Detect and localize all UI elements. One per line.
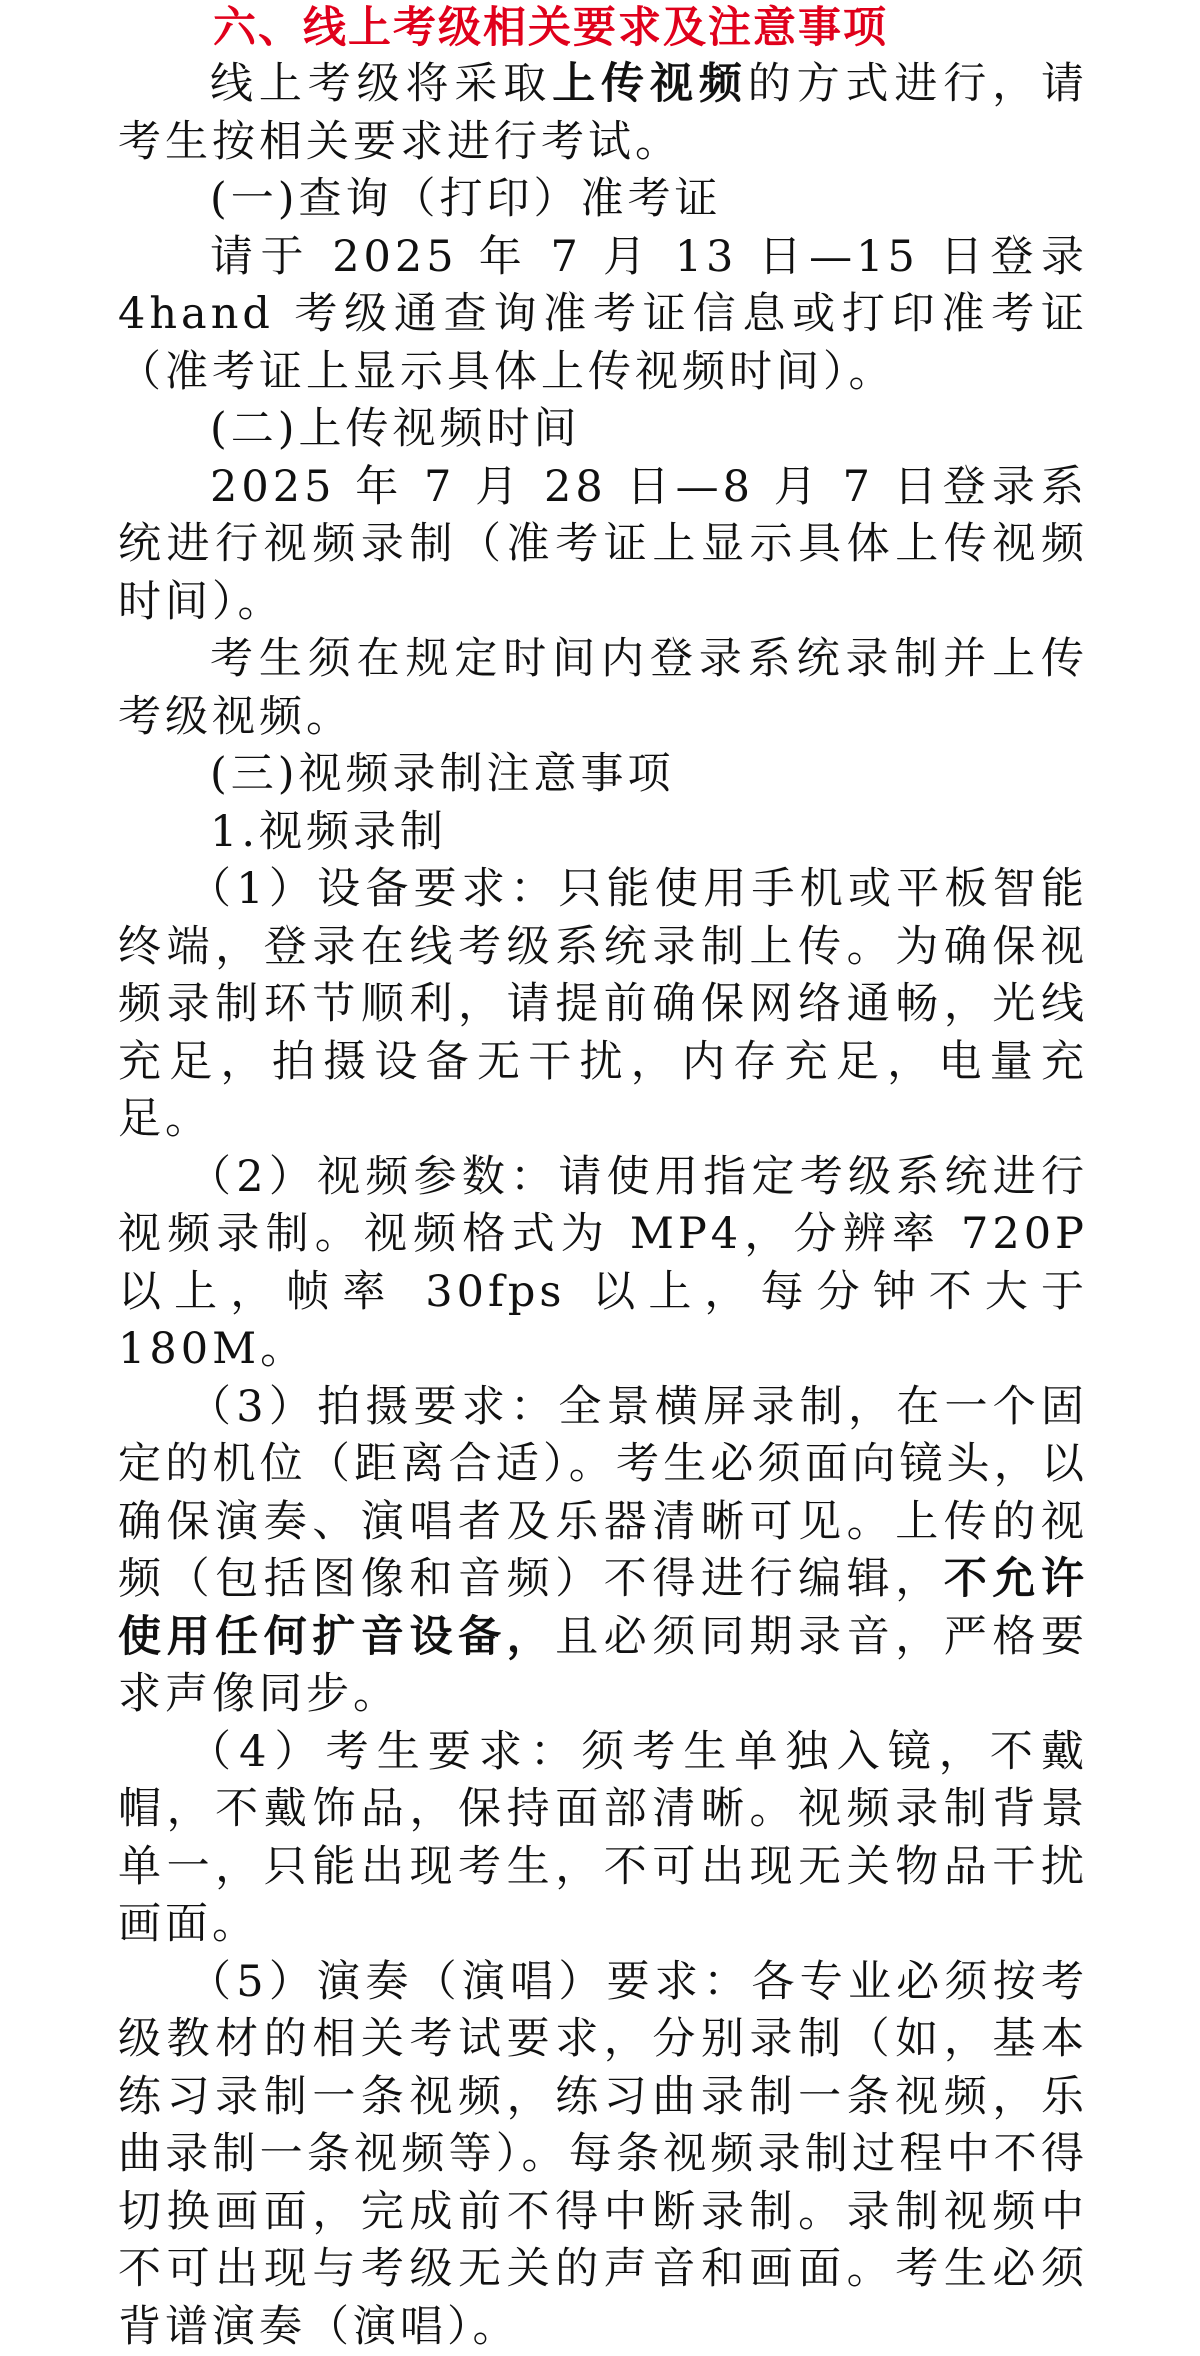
admission-ticket-paragraph: 请于 2025 年 7 月 13 日—15 日登录 4hand 考级通查询准考证信息或打印准考证（准考证上显示具体上传视频时间）。 [118, 229, 1088, 402]
upload-requirement-paragraph: 考生须在规定时间内登录系统录制并上传考级视频。 [118, 631, 1088, 746]
subsection-heading-1: (一)查询（打印）准考证 [118, 171, 1088, 229]
upload-time-paragraph: 2025 年 7 月 28 日—8 月 7 日登录系统进行视频录制（准考证上显示具体上传视频时间）。 [118, 459, 1088, 632]
document-page [118, 0, 1088, 2356]
device-requirement-item: （1）设备要求：只能使用手机或平板智能终端，登录在线考级系统录制上传。为确保视频录制环节顺利，请提前确保网络通畅，光线充足，拍摄设备无干扰，内存充足，电量充足。 [118, 861, 1088, 1149]
candidate-requirement-item: （4）考生要求：须考生单独入镜，不戴帽，不戴饰品，保持面部清晰。视频录制背景单一，只能出现考生，不可出现无关物品干扰画面。 [118, 1724, 1088, 1954]
section-title: 六、线上考级相关要求及注意事项 [118, 0, 1088, 56]
intro-paragraph [118, 56, 1088, 171]
intro-bold-text: 上传视频 [552, 59, 748, 109]
intro-text-1: 线上考级将采取 [210, 59, 552, 109]
intro-text-2: 的方式进行，请考生按相关要求进行考试。 [118, 59, 1088, 167]
performance-requirement-item: （5）演奏（演唱）要求：各专业必须按考级教材的相关考试要求，分别录制（如，基本练习录制一条视频，练习曲录制一条视频，乐曲录制一条视频等）。每条视频录制过程中不得切换画面，完成前不得中断录制。录制视频中不可出现与考级无关的声音和画面。考生必须背谱演奏（演唱）。 [118, 1954, 1088, 2356]
video-parameters-item: （2）视频参数：请使用指定考级系统进行视频录制。视频格式为 MP4，分辨率 720P 以上，帧率 30fps 以上，每分钟不大于 180M。 [118, 1149, 1088, 1379]
shooting-requirement-item [118, 1379, 1088, 1724]
subsection-heading-3: (三)视频录制注意事项 [118, 746, 1088, 804]
shooting-text-2: 且必须同期录音，严格要求声像同步。 [118, 1612, 1088, 1720]
video-recording-heading: 1.视频录制 [118, 804, 1088, 862]
shooting-text-1: （3）拍摄要求：全景横屏录制，在一个固定的机位（距离合适）。考生必须面向镜头，以确保演奏、演唱者及乐器清晰可见。上传的视频（包括图像和音频）不得进行编辑， [118, 1382, 1088, 1605]
shooting-bold-text: 不允许使用任何扩音设备， [118, 1554, 1088, 1662]
subsection-heading-2: (二)上传视频时间 [118, 401, 1088, 459]
